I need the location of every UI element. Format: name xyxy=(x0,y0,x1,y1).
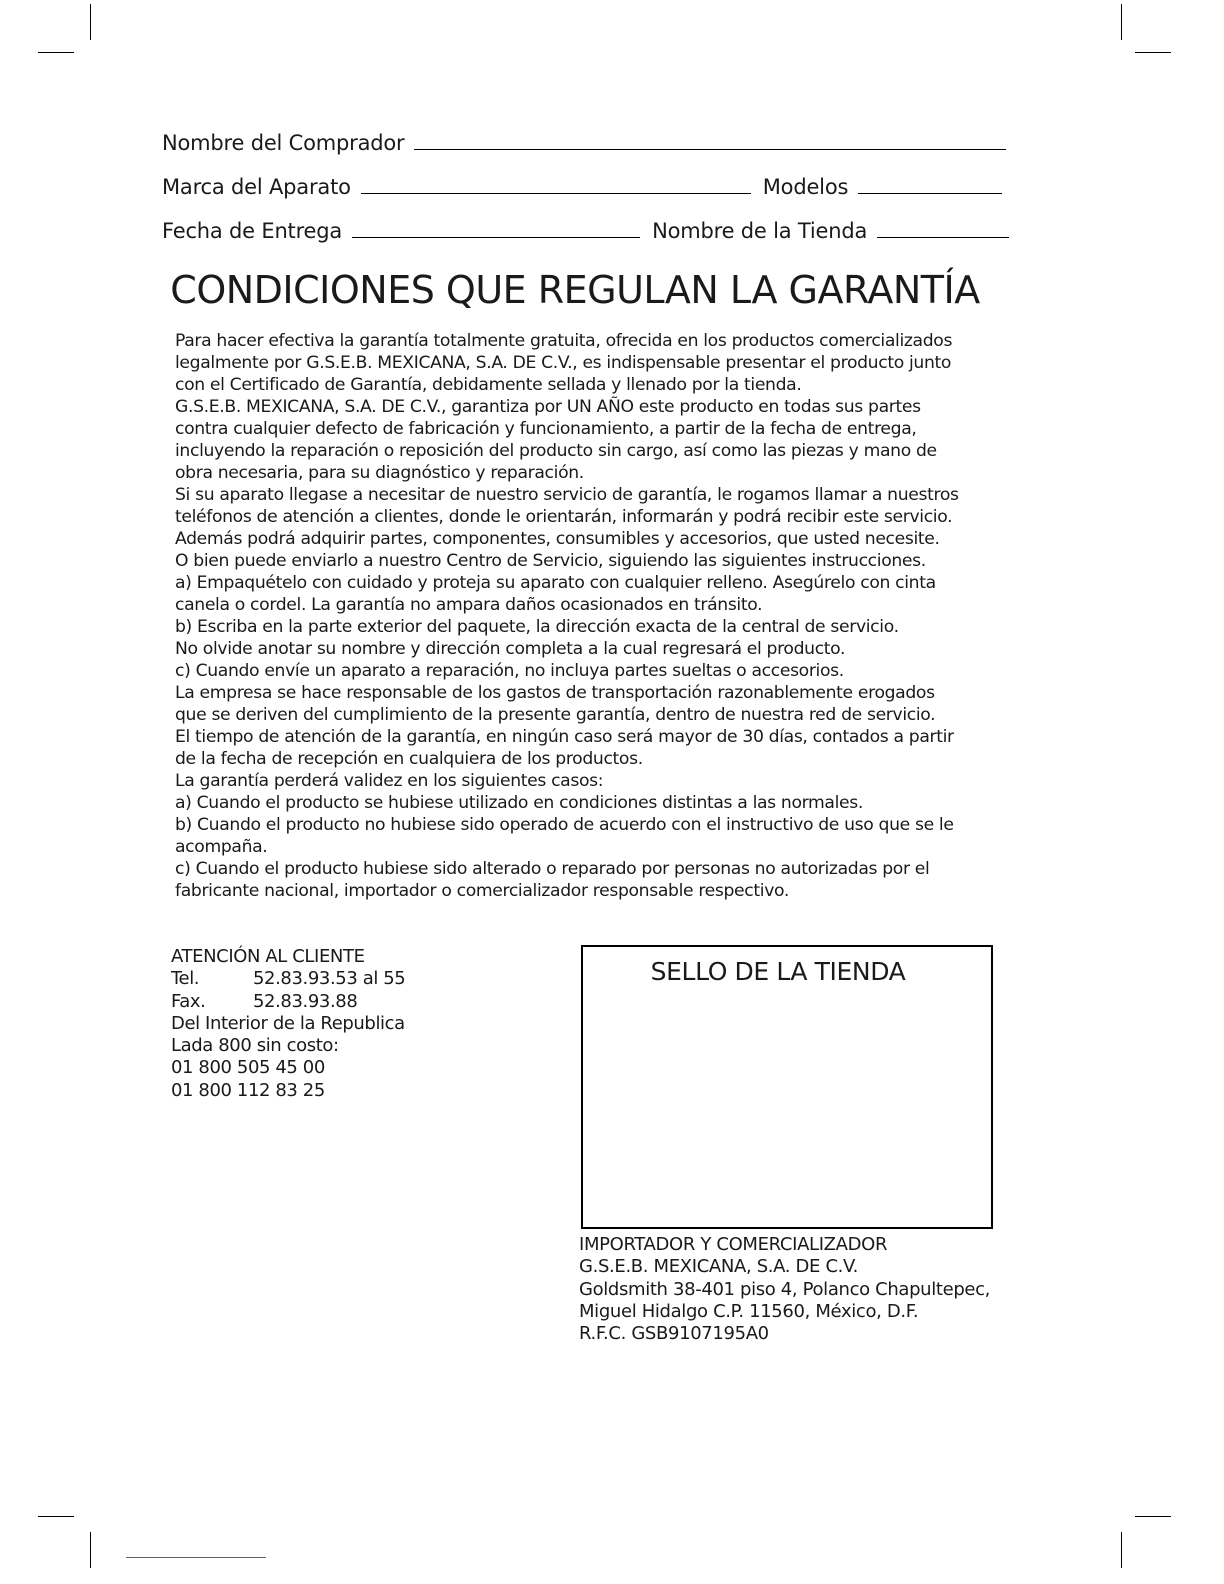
crop-mark-bottom-left-v xyxy=(90,1532,91,1568)
brand-row xyxy=(162,175,1002,199)
crop-mark-top-right-h xyxy=(1135,52,1171,53)
crop-mark-top-left-v xyxy=(90,4,91,40)
crop-mark-bottom-right-v xyxy=(1121,1532,1122,1568)
buyer-name-label: Nombre del Comprador xyxy=(162,131,405,155)
brand-label: Marca del Aparato xyxy=(162,175,351,199)
tel-row xyxy=(171,968,405,990)
body-line: G.S.E.B. MEXICANA, S.A. DE C.V., garantiza por UN AÑO este producto en todas sus partes xyxy=(175,397,921,417)
store-stamp-title: SELLO DE LA TIENDA xyxy=(650,957,906,986)
warranty-conditions-text xyxy=(175,330,1035,902)
buyer-name-row xyxy=(162,131,1006,155)
body-line: que se deriven del cumplimiento de la presente garantía, dentro de nuestra red de servicio. xyxy=(175,705,936,725)
brand-field[interactable] xyxy=(361,192,751,194)
crop-mark-top-right-v xyxy=(1121,4,1122,40)
body-line: Además podrá adquirir partes, componentes, consumibles y accesorios, que usted necesite. xyxy=(175,529,940,549)
delivery-date-field[interactable] xyxy=(352,236,640,238)
importer-line-3: Goldsmith 38-401 piso 4, Polanco Chapultepec, xyxy=(579,1278,991,1300)
customer-service-block xyxy=(171,946,405,1102)
body-line: teléfonos de atención a clientes, donde le orientarán, informarán y podrá recibir este servicio. xyxy=(175,507,953,527)
store-name-label: Nombre de la Tienda xyxy=(652,219,868,243)
body-line: de la fecha de recepción en cualquiera de los productos. xyxy=(175,749,643,769)
fax-label: Fax. xyxy=(171,990,206,1012)
body-line: c) Cuando el producto hubiese sido alterado o reparado por personas no autorizadas por el xyxy=(175,859,930,879)
body-line: canela o cordel. La garantía no ampara daños ocasionados en tránsito. xyxy=(175,595,763,615)
fax-value: 52.83.93.88 xyxy=(253,990,358,1012)
importer-line-5: R.F.C. GSB9107195A0 xyxy=(579,1323,769,1345)
contact-heading: ATENCIÓN AL CLIENTE xyxy=(171,946,365,967)
models-label: Modelos xyxy=(762,175,849,199)
toll-free-phone-2: 01 800 112 83 25 xyxy=(171,1079,325,1101)
body-line: a) Empaquételo con cuidado y proteja su aparato con cualquier relleno. Asegúrelo con cinta xyxy=(175,573,936,593)
store-stamp-box xyxy=(581,945,993,1229)
buyer-name-field[interactable] xyxy=(414,148,1006,150)
toll-free-phone-1: 01 800 505 45 00 xyxy=(171,1057,325,1079)
tel-value: 52.83.93.53 al 55 xyxy=(253,968,406,990)
importer-line-2: G.S.E.B. MEXICANA, S.A. DE C.V. xyxy=(579,1256,859,1278)
page-title: CONDICIONES QUE REGULAN LA GARANTÍA xyxy=(170,268,980,312)
body-line: b) Cuando el producto no hubiese sido operado de acuerdo con el instructivo de uso que se le xyxy=(175,815,954,835)
crop-mark-bottom-right-h xyxy=(1135,1516,1171,1517)
body-line: contra cualquier defecto de fabricación y funcionamiento, a partir de la fecha de entrega, xyxy=(175,419,917,439)
delivery-row xyxy=(162,219,1009,243)
body-line: fabricante nacional, importador o comercializador responsable respectivo. xyxy=(175,881,789,901)
interior-label: Del Interior de la Republica xyxy=(171,1012,405,1034)
body-line: Si su aparato llegase a necesitar de nuestro servicio de garantía, le rogamos llamar a nuestros xyxy=(175,485,959,505)
importer-line-4: Miguel Hidalgo C.P. 11560, México, D.F. xyxy=(579,1300,919,1322)
models-field[interactable] xyxy=(858,192,1002,194)
body-line: con el Certificado de Garantía, debidamente sellada y llenado por la tienda. xyxy=(175,375,802,395)
body-line: Para hacer efectiva la garantía totalmente gratuita, ofrecida en los productos comercializados xyxy=(175,331,953,351)
delivery-date-label: Fecha de Entrega xyxy=(162,219,343,243)
lada-label: Lada 800 sin costo: xyxy=(171,1035,339,1057)
store-name-field[interactable] xyxy=(877,236,1009,238)
bottom-blue-rule xyxy=(126,1557,266,1558)
body-line: La empresa se hace responsable de los gastos de transportación razonablemente erogados xyxy=(175,683,935,703)
body-line: acompaña. xyxy=(175,837,268,857)
body-line: legalmente por G.S.E.B. MEXICANA, S.A. DE C.V., es indispensable presentar el producto junto xyxy=(175,353,952,373)
body-line: b) Escriba en la parte exterior del paquete, la dirección exacta de la central de servicio. xyxy=(175,617,899,637)
body-line: O bien puede enviarlo a nuestro Centro de Servicio, siguiendo las siguientes instrucciones. xyxy=(175,551,926,571)
crop-mark-top-left-h xyxy=(38,52,74,53)
crop-mark-bottom-left-h xyxy=(38,1516,74,1517)
importer-block xyxy=(579,1234,990,1345)
body-line: La garantía perderá validez en los siguientes casos: xyxy=(175,771,604,791)
fax-row xyxy=(171,991,405,1013)
body-line: a) Cuando el producto se hubiese utilizado en condiciones distintas a las normales. xyxy=(175,793,863,813)
importer-line-1: IMPORTADOR Y COMERCIALIZADOR xyxy=(579,1234,888,1255)
body-line: c) Cuando envíe un aparato a reparación, no incluya partes sueltas o accesorios. xyxy=(175,661,844,681)
body-line: incluyendo la reparación o reposición del producto sin cargo, así como las piezas y mano de xyxy=(175,441,937,461)
body-line: El tiempo de atención de la garantía, en ningún caso será mayor de 30 días, contados a partir xyxy=(175,727,954,747)
body-line: obra necesaria, para su diagnóstico y reparación. xyxy=(175,463,584,483)
body-line: No olvide anotar su nombre y dirección completa a la cual regresará el producto. xyxy=(175,639,846,659)
tel-label: Tel. xyxy=(171,968,200,990)
